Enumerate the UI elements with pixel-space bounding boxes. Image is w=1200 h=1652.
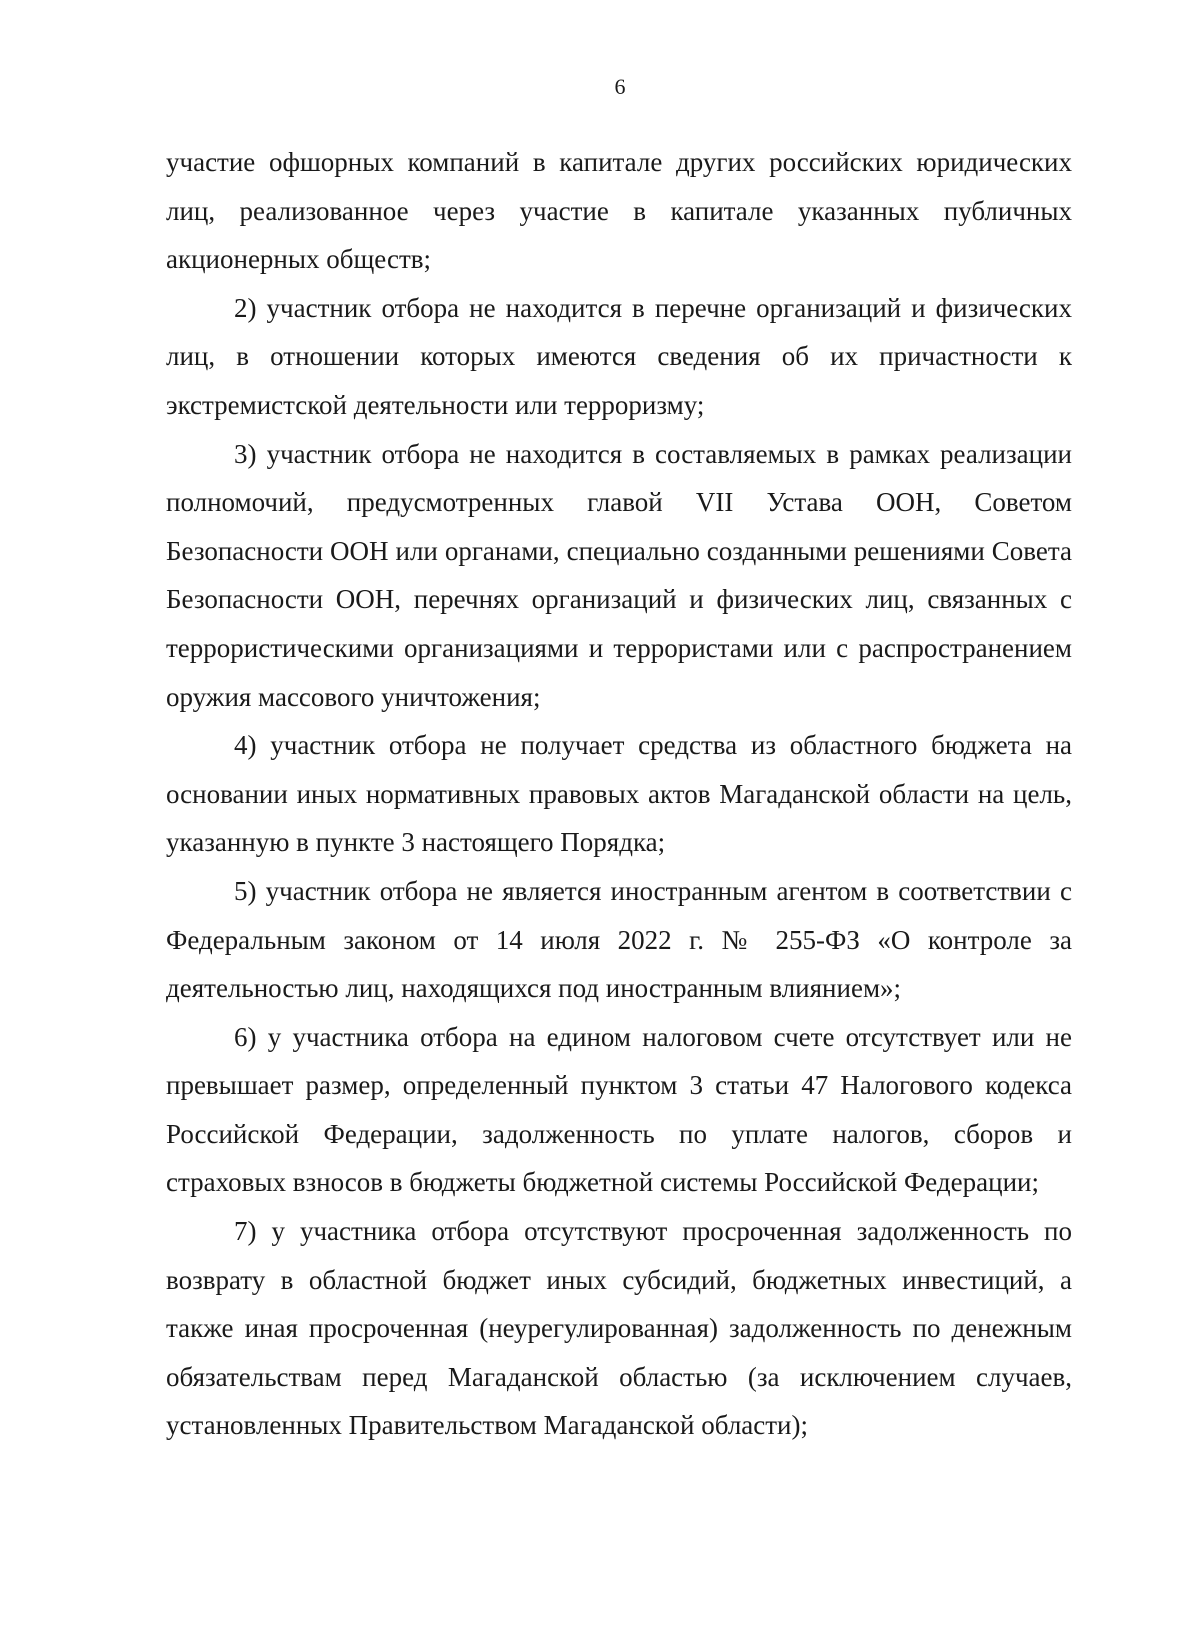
- page-number: 6: [614, 74, 626, 99]
- paragraph-item-2: 2) участник отбора не находится в перечне организаций и физических лиц, в отношении которых имеются сведения об их причастности к экстремистской деятельности или терроризму;: [166, 292, 1072, 420]
- paragraph-item-5: 5) участник отбора не является иностранным агентом в соответствии с Федеральным законом от 14 июля 2022 г. № 255-ФЗ «О контроле за деятельностью лиц, находящихся под иностранным влиянием»;: [166, 875, 1072, 1004]
- paragraph-continuation: участие офшорных компаний в капитале других российских юридических лиц, реализованное через участие в капитале указанных публичных акционерных обществ;: [166, 147, 1072, 275]
- paragraph-item-4: 4) участник отбора не получает средства из областного бюджета на основании иных нормативных правовых актов Магаданской области на цель, указанную в пункте 3 настоящего Порядка;: [166, 730, 1072, 858]
- paragraph-item-6: 6) у участника отбора на едином налоговом счете отсутствует или не превышает размер, определенный пунктом 3 статьи 47 Налогового кодекса Российской Федерации, задолженность по уплате налогов, сборов и страховых взносов в бюджеты бюджетной системы Российской Федерации;: [166, 1021, 1072, 1198]
- paragraph-item-7: 7) у участника отбора отсутствуют просроченная задолженность по возврату в областной бюджет иных субсидий, бюджетных инвестиций, а также иная просроченная (неурегулированная) задолженность по денежным обязательствам перед Магаданской областью (за исключением случаев, установленных Правительством Магаданской области);: [166, 1216, 1072, 1441]
- document-body: [166, 138, 1072, 1450]
- paragraph-item-3: 3) участник отбора не находится в составляемых в рамках реализации полномочий, предусмотренных главой VII Устава ООН, Советом Безопасности ООН или органами, специально созданными решениями Совета Безопасности ООН, перечнях организаций и физических лиц, связанных с террористическими организациями и террористами или с распространением оружия массового уничтожения;: [166, 438, 1072, 712]
